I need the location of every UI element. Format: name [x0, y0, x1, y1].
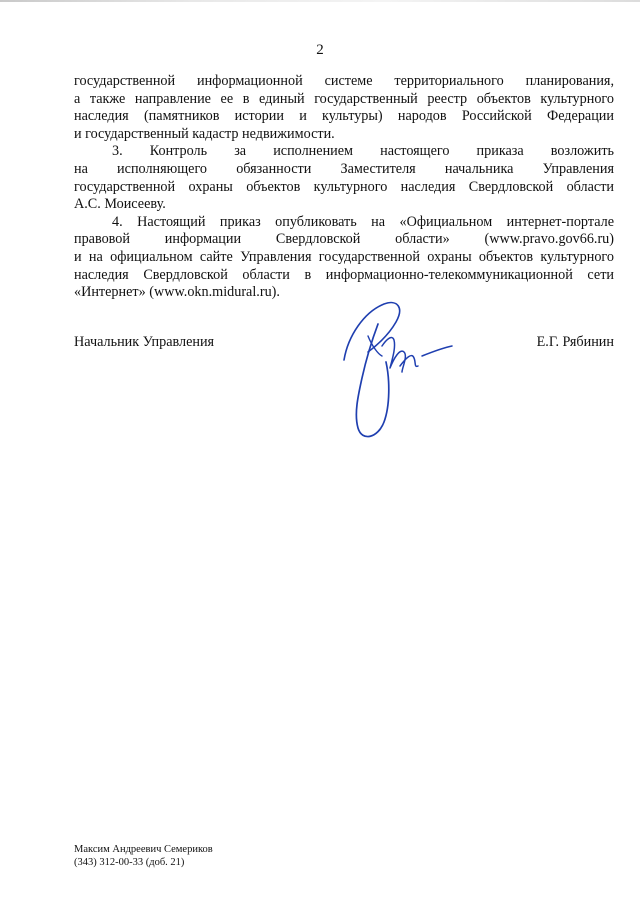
- executor-footer: [74, 843, 213, 869]
- handwritten-signature: [338, 296, 458, 446]
- paragraph-continuation: [74, 73, 614, 143]
- text-line: и на официальном сайте Управления государственной охраны объектов культурного: [74, 248, 614, 265]
- text-line: А.С. Моисееву.: [74, 196, 166, 213]
- page-number: 2: [316, 42, 324, 58]
- text-line: 3. Контроль за исполнением настоящего приказа возложить: [112, 143, 614, 160]
- text-line: наследия (памятников истории и культуры) народов Российской Федерации: [74, 108, 614, 125]
- text-line: правовой информации Свердловской области» (www.pravo.gov66.ru): [74, 231, 614, 248]
- text-line: «Интернет» (www.okn.midural.ru).: [74, 284, 280, 301]
- scan-edge: [0, 0, 640, 2]
- text-line: на исполняющего обязанности Заместителя начальника Управления: [74, 160, 614, 177]
- executor-name: Максим Андреевич Семериков: [74, 844, 213, 855]
- document-body: [74, 73, 614, 302]
- text-line: наследия Свердловской области в информационно-телекоммуникационной сети: [74, 266, 614, 283]
- signatory-name: Е.Г. Рябинин: [536, 334, 614, 350]
- signatory-position: Начальник Управления: [74, 334, 215, 350]
- text-line: а также направление ее в единый государственный реестр объектов культурного: [74, 90, 614, 107]
- paragraph-item-4: [74, 214, 614, 302]
- text-line: и государственный кадастр недвижимости.: [74, 125, 335, 142]
- text-line: 4. Настоящий приказ опубликовать на «Официальном интернет-портале: [112, 213, 614, 230]
- executor-phone: (343) 312-00-33 (доб. 21): [74, 857, 185, 868]
- text-line: государственной информационной системе территориального планирования,: [74, 73, 614, 89]
- paragraph-item-3: [74, 143, 614, 213]
- text-line: государственной охраны объектов культурного наследия Свердловской области: [74, 178, 614, 195]
